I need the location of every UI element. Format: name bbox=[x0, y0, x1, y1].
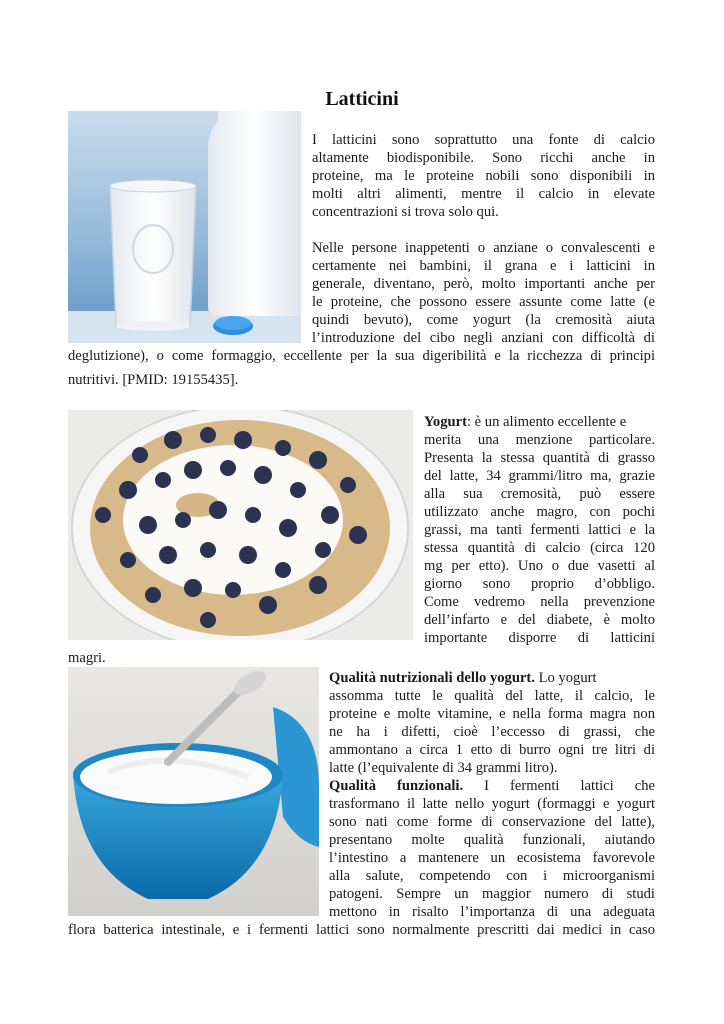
text-line: importante disporre di latticini bbox=[424, 630, 655, 646]
text-line: I latticini sono soprattutto una fonte di calcio bbox=[312, 132, 655, 148]
text-line: giorno sono proprio d’obbligo. bbox=[424, 576, 655, 592]
text-line bbox=[329, 669, 655, 687]
text-line: Come vedremo nella prevenzione bbox=[424, 594, 655, 610]
yogurt-bowl-image bbox=[68, 667, 319, 916]
text-line: presentano molte qualità funzionali, aiutando bbox=[329, 832, 655, 848]
text-line: Presenta la stessa quantità di grasso bbox=[424, 450, 655, 466]
text-line: trasformano il latte nello yogurt (formaggi e yogurt bbox=[329, 796, 655, 812]
text-line: quindi bevuto), come yogurt (la cremosità aiuta bbox=[312, 312, 655, 328]
yogurt-heading: Yogurt bbox=[424, 414, 467, 430]
text-line: flora batterica intestinale, e i fermenti lattici sono normalmente prescritti dai medici in caso bbox=[68, 922, 655, 938]
text-line: patogeni. Sempre un maggior numero di studi bbox=[329, 886, 655, 902]
text-line: grassi, ma tanti fermenti lattici e la bbox=[424, 522, 655, 538]
text-line: altamente biodisponibile. Sono ricchi anche in bbox=[312, 150, 655, 166]
text-line: certamente nei bambini, il grana e i latticini in bbox=[312, 258, 655, 274]
text-line: molti altri alimenti, mentre il calcio in elevate bbox=[312, 186, 655, 202]
yogurt-blueberries-image bbox=[68, 410, 413, 640]
text-line bbox=[329, 777, 655, 795]
milk-glass-image bbox=[68, 111, 301, 343]
text-line: stessa quantità di calcio (circa 120 bbox=[424, 540, 655, 556]
text-line: del latte, 34 grammi/litro ma, grazie bbox=[424, 468, 655, 484]
text-line-fragment: Lo yogurt bbox=[534, 670, 597, 686]
text-line: concentrazioni si trova solo qui. bbox=[312, 204, 499, 220]
text-line: mg per etto). Uno o due vasetti al bbox=[424, 558, 655, 574]
functional-qualities-heading: Qualità funzionali. bbox=[329, 778, 464, 794]
text-line: dell’infarto e del diabete, è molto bbox=[424, 612, 655, 628]
text-line: utilizzato anche magro, con pochi bbox=[424, 504, 655, 520]
text-line: proteine, ma le proteine nobili sono disponibili in bbox=[312, 168, 655, 184]
text-line: deglutizione), o come formaggio, eccellente per la sua digeribilità e la ricchezza di principi bbox=[68, 348, 655, 364]
text-line: sono nati come forme di conservazione del latte), bbox=[329, 814, 655, 830]
text-line: ammontano a circa 1 etto di burro ogni tre litri di bbox=[329, 742, 655, 758]
text-line: l’intestino a mantenere un ecosistema favorevole bbox=[329, 850, 655, 866]
text-line-fragment: : è un alimento eccellente e bbox=[466, 414, 627, 430]
text-line: assomma tutte le qualità del latte, il calcio, le bbox=[329, 688, 655, 704]
text-line: ne ha i difetti, cioè l’eccesso di grassi, che bbox=[329, 724, 655, 740]
page-title: Latticini bbox=[325, 88, 399, 110]
text-line bbox=[424, 413, 655, 431]
text-line: alla salute, competendo con i microorganismi bbox=[329, 868, 655, 884]
text-line: alla sua cremosità, può essere bbox=[424, 486, 655, 502]
text-line: l’introduzione del cibo negli anziani con difficoltà di bbox=[312, 330, 655, 346]
nutritional-qualities-heading: Qualità nutrizionali dello yogurt. bbox=[329, 670, 535, 686]
text-line: latte (l’equivalente di 34 grammi litro). bbox=[329, 760, 558, 776]
text-line: mettono in risalto l’importanza di una adeguata bbox=[329, 904, 655, 920]
text-line: magri. bbox=[68, 650, 106, 666]
text-line: le proteine, che possono essere assunte come latte (e bbox=[312, 294, 655, 310]
text-line: nutritivi. [PMID: 19155435]. bbox=[68, 372, 239, 388]
text-line: generale, diventano, però, molto importanti anche per bbox=[312, 276, 655, 292]
text-line: Nelle persone inappetenti o anziane o convalescenti e bbox=[312, 240, 655, 256]
text-line: proteine e molte vitamine, e nella forma magra non bbox=[329, 706, 655, 722]
text-line-fragment: I fermenti lattici che bbox=[463, 778, 655, 794]
text-line: merita una menzione particolare. bbox=[424, 432, 655, 448]
